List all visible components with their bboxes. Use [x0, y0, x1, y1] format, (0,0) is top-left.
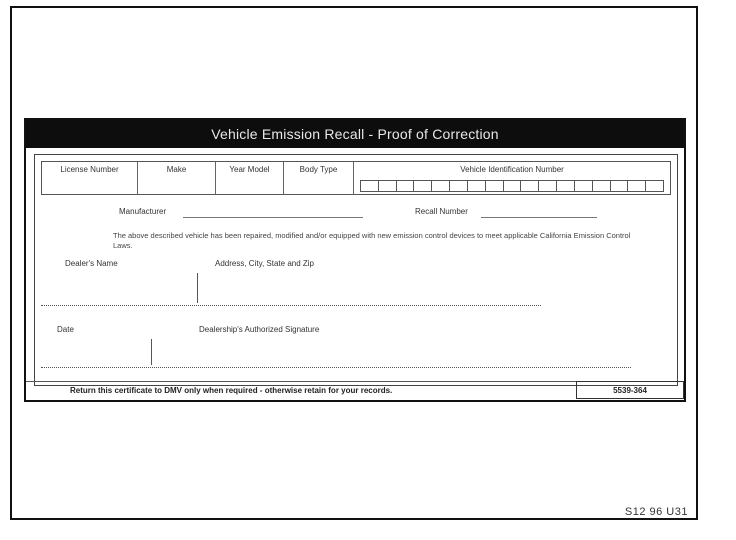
date-divider [151, 339, 152, 365]
vehicle-info-row [41, 161, 671, 195]
address-label: Address, City, State and Zip [215, 259, 315, 268]
license-number-label: License Number [42, 162, 138, 194]
date-label: Date [57, 325, 74, 334]
make-label: Make [138, 162, 216, 194]
form-footer [26, 381, 684, 400]
form-body [34, 154, 678, 386]
certification-statement: The above described vehicle has been repaired, modified and/or equipped with new emission control devices to meet applicable California Emission Control Laws. [113, 231, 631, 250]
dealer-line [41, 305, 541, 306]
manufacturer-label: Manufacturer [119, 207, 167, 216]
figure-id: S12 96 U31 [624, 506, 688, 518]
footer-note: Return this certificate to DMV only when required - otherwise retain for your records. [70, 386, 393, 395]
vin-boxes [360, 180, 664, 192]
signature-line [41, 367, 631, 368]
form-number: 5539-364 [576, 381, 684, 399]
dealer-name-label: Dealer's Name [65, 259, 118, 268]
manufacturer-line [183, 217, 363, 218]
dealer-divider [197, 273, 198, 303]
recall-number-line [481, 217, 597, 218]
body-type-label: Body Type [284, 162, 354, 194]
year-model-label: Year Model [216, 162, 284, 194]
proof-of-correction-form [24, 118, 686, 402]
vin-label: Vehicle Identification Number [460, 165, 564, 174]
vin-field [354, 162, 670, 194]
form-title: Vehicle Emission Recall - Proof of Correction [26, 120, 684, 148]
recall-number-label: Recall Number [415, 207, 468, 216]
signature-label: Dealership's Authorized Signature [199, 325, 320, 334]
